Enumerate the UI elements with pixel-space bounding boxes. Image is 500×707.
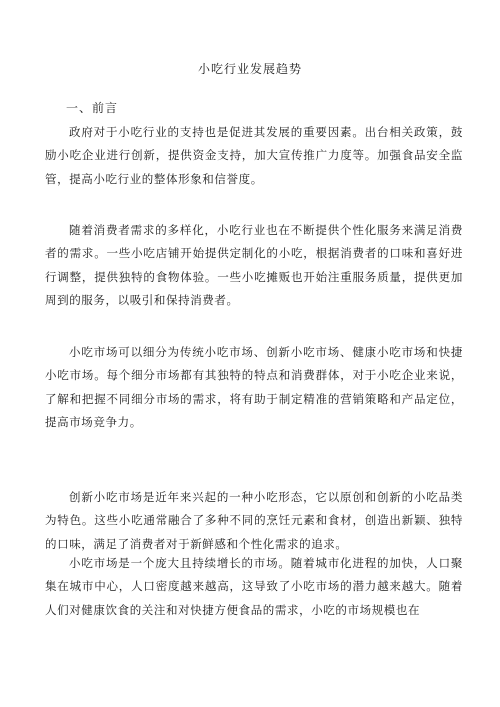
section-heading: 一、前言 <box>66 101 119 115</box>
paragraph-personalized-service: 随着消费者需求的多样化，小吃行业也在不断提供个性化服务来满足消费者的需求。一些小吃店铺开始提供定制化的小吃，根据消费者的口味和喜好进行调整，提供独特的食物体验。一些小吃摊贩也开始注重服务质量，提供更加周到的服务，以吸引和保持消费者。 <box>45 223 463 307</box>
document-title: 小吃行业发展趋势 <box>197 62 302 76</box>
paragraph-innovative-market: 创新小吃市场是近年来兴起的一种小吃形态，它以原创和创新的小吃品类为特色。这些小吃通常融合了多种不同的烹饪元素和食材，创造出新颖、独特的口味，满足了消费者对于新鲜感和个性化需求的追求。 <box>45 490 463 551</box>
paragraph-market-segments: 小吃市场可以细分为传统小吃市场、创新小吃市场、健康小吃市场和快捷小吃市场。每个细分市场都有其独特的特点和消费群体，对于小吃企业来说，了解和把握不同细分市场的需求，将有助于制定精准的营销策略和产品定位，提高市场竞争力。 <box>45 345 463 429</box>
paragraph-government-support: 政府对于小吃行业的支持也是促进其发展的重要因素。出台相关政策，鼓励小吃企业进行创新，提供资金支持，加大宣传推广力度等。加强食品安全监管，提高小吃行业的整体形象和信誉度。 <box>45 125 463 186</box>
paragraph-market-growth: 小吃市场是一个庞大且持续增长的市场。随着城市化进程的加快，人口聚集在城市中心，人口密度越来越高，这导致了小吃市场的潜力越来越大。随着人们对健康饮食的关注和对快捷方便食品的需求，小吃的市场规模也在 <box>45 556 463 617</box>
